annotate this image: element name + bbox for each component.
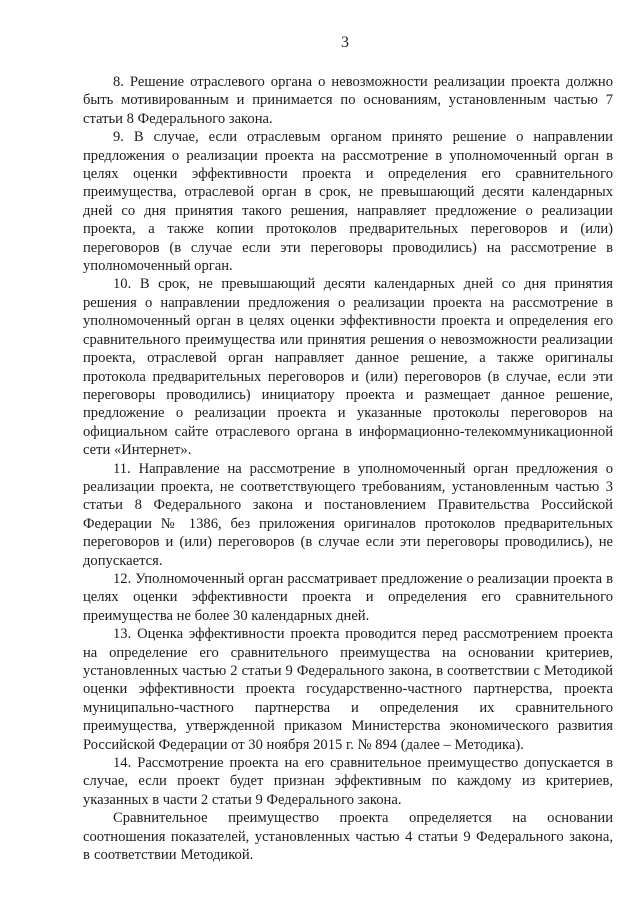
- paragraph-13: 13. Оценка эффективности проекта проводится перед рассмотрением проекта на определение его сравнительного преимущества на основании критериев, установленных частью 2 статьи 9 Федерального закона, в соответствии с Методикой оценки эффективности проекта государственно-частного партнерства, проекта муниципально-частного партнерства и определения их сравнительного преимущества, утвержденной приказом Министерства экономического развития Российской Федерации от 30 ноября 2015 г. № 894 (далее – Методика).: [83, 626, 613, 753]
- paragraph-comparative-advantage: Сравнительное преимущество проекта определяется на основании соотношения показателей, установленных частью 4 статьи 9 Федерального закона, в соответствии Методикой.: [83, 810, 613, 864]
- document-body: [83, 73, 613, 864]
- paragraph-14: 14. Рассмотрение проекта на его сравнительное преимущество допускается в случае, если проект будет признан эффективным по каждому из критериев, указанных в части 2 статьи 9 Федерального закона.: [83, 755, 613, 808]
- paragraph-9: 9. В случае, если отраслевым органом принято решение о направлении предложения о реализации проекта на рассмотрение в уполномоченный орган в целях оценки эффективности проекта и определения его сравнительного преимущества, отраслевой орган в срок, не превышающий десяти календарных дней со дня принятия такого решения, направляет предложение о реализации проекта, а также копии протоколов предварительных переговоров и (или) переговоров (в случае если эти переговоры проводились) на рассмотрение в уполномоченный орган.: [83, 129, 613, 275]
- paragraph-11: 11. Направление на рассмотрение в уполномоченный орган предложения о реализации проекта, не соответствующего требованиям, установленным частью 3 статьи 8 Федерального закона и постановлением Правительства Российской Федерации № 1386, без приложения оригиналов протоколов предварительных переговоров и (или) переговоров (в случае если эти переговоры проводились), не допускается.: [83, 460, 613, 569]
- paragraph-12: 12. Уполномоченный орган рассматривает предложение о реализации проекта в целях оценки эффективности проекта и определения его сравнительного преимущества не более 30 календарных дней.: [83, 570, 613, 624]
- paragraph-8: 8. Решение отраслевого органа о невозможности реализации проекта должно быть мотивированным и принимается по основаниям, установленным частью 7 статьи 8 Федерального закона.: [83, 74, 613, 127]
- page-number: 3: [341, 34, 349, 51]
- paragraph-10: 10. В срок, не превышающий десяти календарных дней со дня принятия решения о направлении предложения о реализации проекта на рассмотрение в уполномоченный орган в целях оценки эффективности проекта и определения его сравнительного преимущества или принятия решения о невозможности реализации проекта, отраслевой орган направляет данное решение, а также оригиналы протокола предварительных переговоров и (или) переговоров (в случае, если эти переговоры проводились) инициатору проекта и размещает данное решение, предложение о реализации проекта и указанные протоколы переговоров на официальном сайте отраслевого органа в информационно-телекоммуникационной сети «Интернет».: [83, 276, 613, 459]
